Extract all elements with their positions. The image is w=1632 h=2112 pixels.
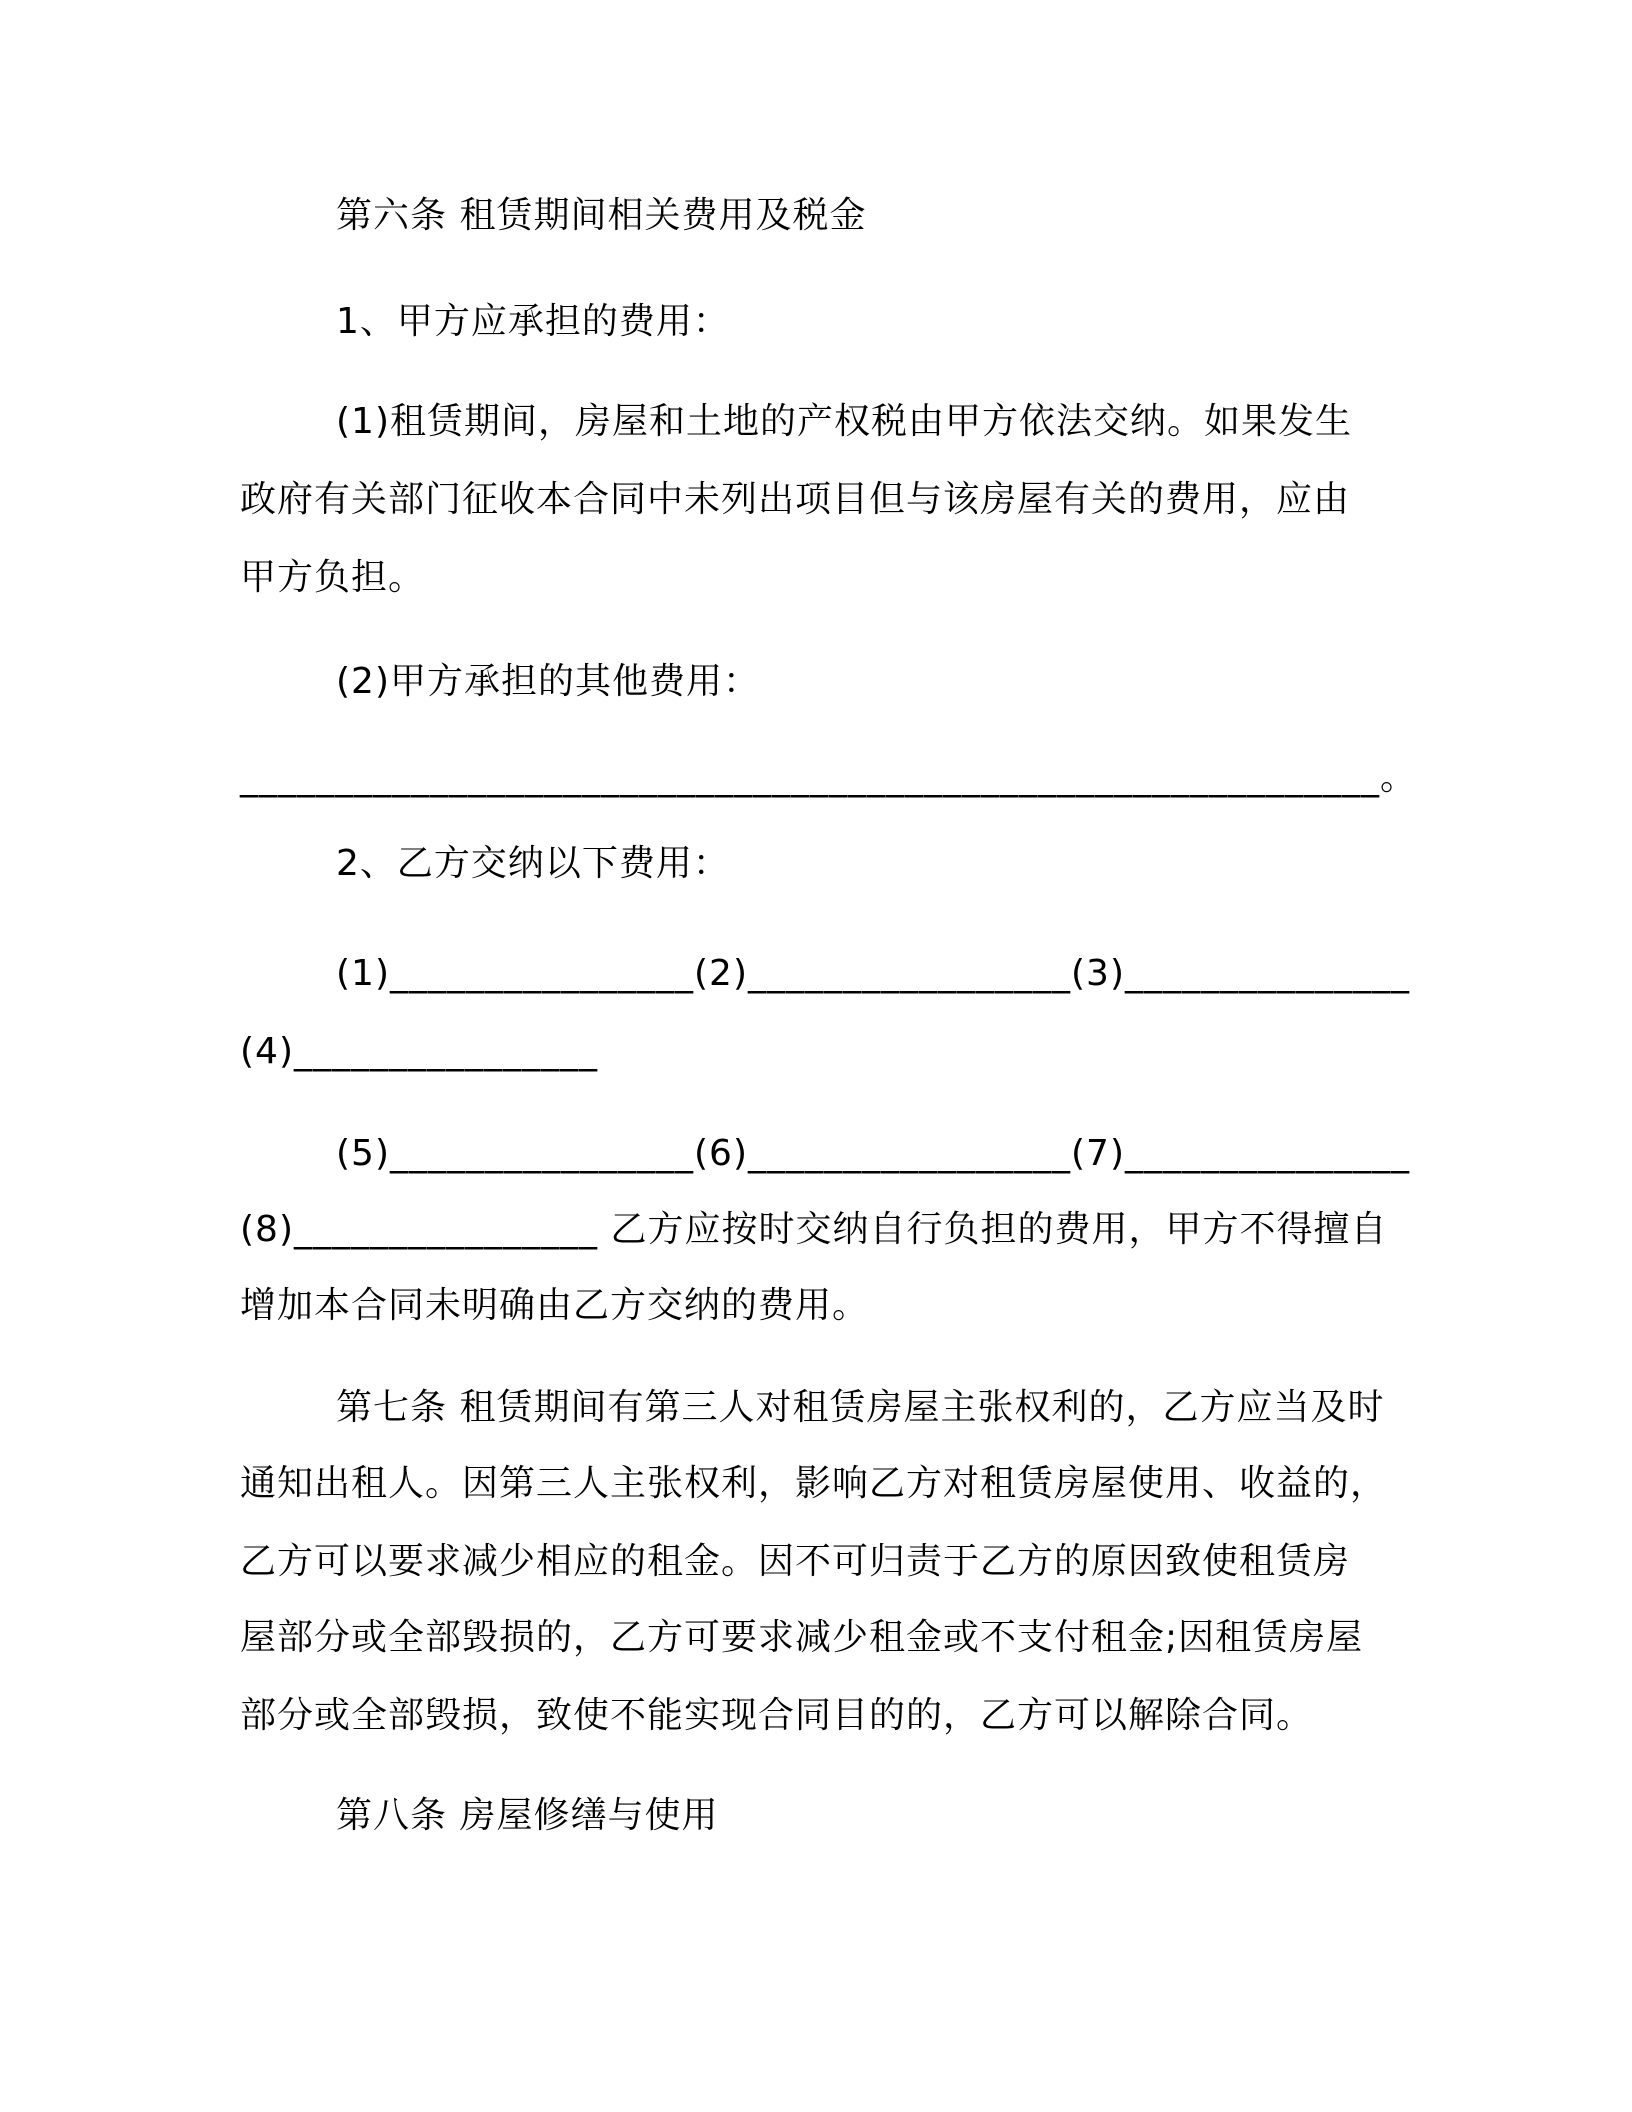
item1-1-line1: (1)租赁期间，房屋和土地的产权税由甲方依法交纳。如果发生 xyxy=(336,401,1352,442)
item1-2: (2)甲方承担的其他费用： xyxy=(336,661,760,702)
fees-line2: (4)________________ xyxy=(240,1031,598,1072)
item1-1-line3: 甲方负担。 xyxy=(240,557,426,598)
item1-2-blank: ____________________________________________________________。 xyxy=(240,757,1417,798)
fees-line5: 增加本合同未明确由乙方交纳的费用。 xyxy=(240,1285,870,1326)
fees-line3: (5)________________(6)_________________(7)_______________ xyxy=(336,1133,1410,1174)
fees-line1: (1)________________(2)_________________(3)_______________ xyxy=(336,953,1410,994)
article6-heading: 第六条 租赁期间相关费用及税金 xyxy=(336,195,867,236)
fees-line4: (8)________________ 乙方应按时交纳自行负担的费用，甲方不得擅自 xyxy=(240,1209,1388,1250)
item2-heading: 2、乙方交纳以下费用： xyxy=(336,843,730,884)
article7-line2: 通知出租人。因第三人主张权利，影响乙方对租赁房屋使用、收益的， xyxy=(240,1463,1388,1504)
item1-1-line2: 政府有关部门征收本合同中未列出项目但与该房屋有关的费用，应由 xyxy=(240,479,1351,520)
article7-line5: 部分或全部毁损，致使不能实现合同目的的，乙方可以解除合同。 xyxy=(240,1695,1314,1736)
document-page xyxy=(240,0,1417,2112)
article7-line4: 屋部分或全部毁损的，乙方可要求减少租金或不支付租金;因租赁房屋 xyxy=(240,1617,1364,1658)
article8-heading: 第八条 房屋修缮与使用 xyxy=(336,1795,719,1836)
article7-line1: 第七条 租赁期间有第三人对租赁房屋主张权利的，乙方应当及时 xyxy=(336,1387,1385,1428)
article7-line3: 乙方可以要求减少相应的租金。因不可归责于乙方的原因致使租赁房 xyxy=(240,1541,1351,1582)
item1-heading: 1、甲方应承担的费用： xyxy=(336,301,730,342)
